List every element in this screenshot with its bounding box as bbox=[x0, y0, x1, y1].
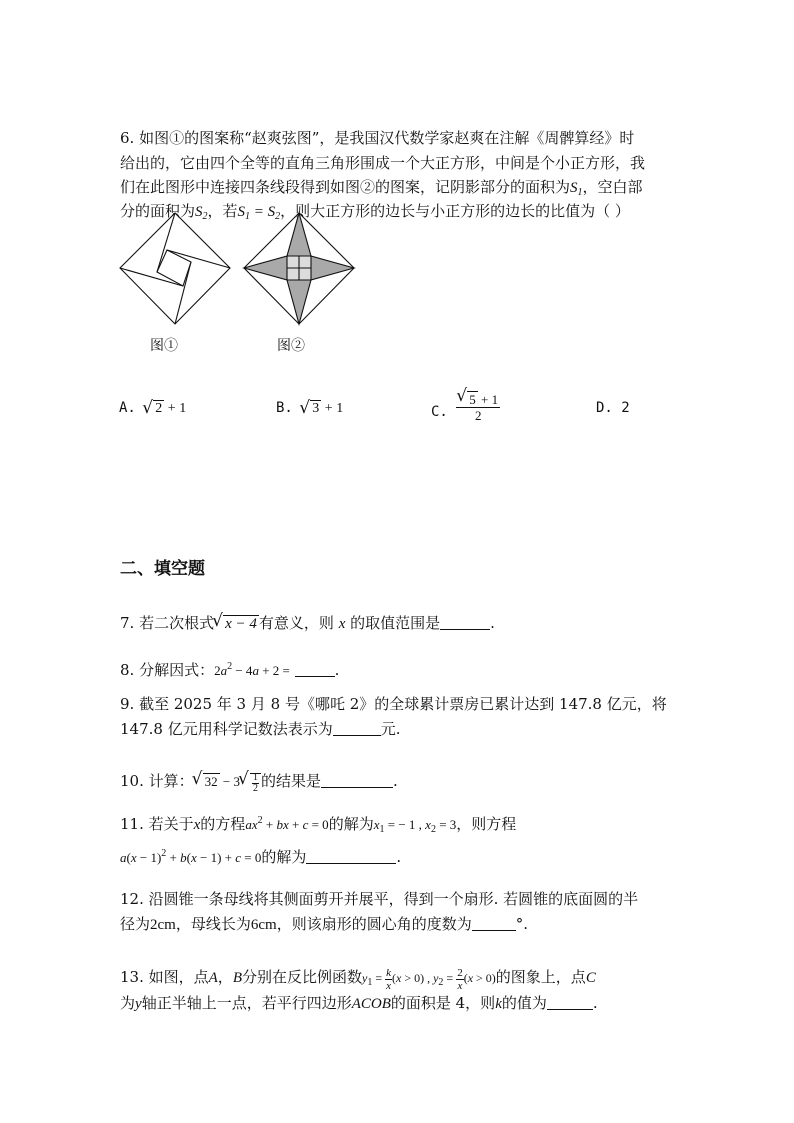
q9-text: 147.8 亿元用科学记数法表示为 bbox=[120, 720, 333, 738]
q10-answer-blank[interactable] bbox=[321, 773, 393, 788]
option-b[interactable] bbox=[276, 400, 343, 417]
q13-var-k: k bbox=[495, 996, 502, 1012]
q11-equation-2: $a(x - 1)^2 + b(x - 1) + c = 0$ bbox=[120, 848, 262, 865]
q11-text: ，则方程 bbox=[456, 815, 517, 833]
q11-text: 的方程 bbox=[200, 815, 246, 833]
q10-text: . bbox=[392, 772, 398, 790]
q9-text: 元. bbox=[380, 720, 401, 738]
q10-text: 的结果是 bbox=[260, 772, 321, 790]
math-s1-eq-s2: $S_1 = S_2$ bbox=[237, 204, 281, 222]
q6-text: ，若 bbox=[207, 202, 238, 220]
q9-line-2 bbox=[120, 719, 401, 739]
figure-2-shaded-diagram bbox=[242, 211, 356, 327]
section-title: 二、填空题 bbox=[120, 559, 205, 579]
q7-text: . bbox=[490, 614, 495, 632]
q6-text: 们在此图形中连接四条线段得到如图②的图案，记阴影部分的面积为 bbox=[120, 178, 571, 196]
option-b-value: √ 3 + 1 bbox=[301, 401, 343, 416]
q7-text: 有意义，则 bbox=[258, 614, 334, 632]
q11-var-x: x bbox=[193, 817, 201, 833]
q12-text: °. bbox=[515, 915, 528, 933]
q13-line-2 bbox=[120, 993, 598, 1014]
option-d[interactable] bbox=[596, 400, 630, 416]
q12-text: 径为 bbox=[120, 915, 151, 933]
q12-line-1: 12. 沿圆锥一条母线将其侧面剪开并展平，得到一个扇形. 若圆锥的底面圆的半 bbox=[120, 890, 639, 908]
q8-expression: $2a^2 - 4a + 2$ = bbox=[214, 661, 290, 678]
q13-text: 的面积是 4，则 bbox=[390, 994, 496, 1012]
option-a[interactable] bbox=[119, 400, 186, 417]
q8 bbox=[120, 657, 339, 681]
q13-shape-acob: ACOB bbox=[351, 996, 391, 1012]
option-a-value: √ 2 + 1 bbox=[144, 401, 186, 416]
q10-expression: √ 32 − 3 √ $\frac{1}{2}$ bbox=[194, 774, 261, 789]
q8-text: . bbox=[334, 661, 340, 679]
figure-1-zhao-shuang-diagram bbox=[118, 211, 232, 327]
option-c-value: √ $\frac{5 + 1}{2}$ bbox=[456, 392, 500, 423]
q6-line-1: 6. 如图①的图案称“赵爽弦图”，是我国汉代数学家赵爽在注解《周髀算经》时 bbox=[120, 129, 635, 147]
q6-line-2: 给出的，它由四个全等的直角三角形围成一个大正方形，中间是个小正方形，我 bbox=[120, 154, 646, 172]
q10-text: 10. 计算： bbox=[120, 772, 194, 790]
q11-equation: $ax^2$ + bx + c = 0 bbox=[245, 815, 329, 832]
figure-1-caption: 图① bbox=[150, 338, 178, 354]
option-d-label: D. bbox=[596, 400, 613, 416]
q7-answer-blank[interactable] bbox=[440, 615, 490, 630]
q13-text: 13. 如图，点 bbox=[120, 968, 209, 986]
q13-point-c: C bbox=[585, 970, 596, 986]
q11-text: 的解为 bbox=[261, 848, 307, 866]
q11-text: 的解为 bbox=[328, 815, 374, 833]
q13-answer-blank[interactable] bbox=[547, 995, 593, 1010]
q13-text: 轴正半轴上一点，若平行四边形 bbox=[141, 994, 352, 1012]
q13-line-1: 13. 如图，点A，B分别在反比例函数$y_1$ = $\frac{k}{x}$ (x > 0) , $y_2$ = $\frac{2}{x}$ (x > 0)的图象上，点C bbox=[120, 966, 596, 992]
q9-answer-blank[interactable] bbox=[333, 721, 381, 736]
q13-text: 分别在反比例函数 bbox=[241, 968, 362, 986]
q6-text: ，空白部 bbox=[582, 178, 643, 196]
q6-text: ，则大正方形的边长与小正方形的边长的比值为（ ） bbox=[280, 202, 630, 220]
q12-text: ，则该扇形的圆心角的度数为 bbox=[276, 915, 472, 933]
math-s2: $S_2$ bbox=[195, 204, 208, 222]
option-a-label: A. bbox=[119, 400, 136, 416]
figure-2-caption: 图② bbox=[277, 338, 305, 354]
q7-text: 7. 若二次根式 bbox=[120, 614, 215, 632]
q11-roots: $x_1$ = − 1 , $x_2 = 3$ bbox=[373, 817, 457, 835]
q7-var-x: x bbox=[338, 616, 346, 632]
q13-var-y: y bbox=[135, 996, 142, 1012]
q13-functions: $y_1$ = $\frac{k}{x}$ (x > 0) , $y_2$ = $\frac{2}{x}$ (x > 0) bbox=[362, 966, 496, 992]
option-d-value: 2 bbox=[621, 400, 630, 416]
q8-answer-blank[interactable] bbox=[295, 662, 335, 677]
q11-text: 11. 若关于 bbox=[120, 815, 194, 833]
q12-text: ，母线长为 bbox=[175, 915, 251, 933]
q9-line-1: 9. 截至 2025 年 3 月 8 号《哪吒 2》的全球累计票房已累计达到 147.8 亿元，将 bbox=[120, 695, 667, 713]
option-c[interactable] bbox=[431, 392, 500, 423]
q7-radical: √ x − 4 bbox=[214, 616, 259, 632]
q13-text: . bbox=[592, 994, 598, 1012]
q12-answer-blank[interactable] bbox=[472, 916, 516, 931]
option-c-label: C. bbox=[431, 404, 448, 420]
q11-line-1 bbox=[120, 811, 516, 840]
q11-text: . bbox=[396, 848, 402, 866]
q7-text: 的取值范围是 bbox=[350, 614, 441, 632]
q13-text: 为 bbox=[120, 994, 136, 1012]
q11-answer-blank[interactable] bbox=[306, 849, 396, 864]
q13-points-ab: A bbox=[208, 970, 218, 986]
q12-line-2 bbox=[120, 914, 528, 935]
q8-text: 8. 分解因式： bbox=[120, 661, 215, 679]
q12-slant-length: 6cm bbox=[250, 917, 277, 933]
q6-line-3 bbox=[120, 177, 643, 203]
option-b-label: B. bbox=[276, 400, 293, 416]
q11-line-2 bbox=[120, 844, 401, 868]
q13-text: 的图象上，点 bbox=[495, 968, 586, 986]
q10 bbox=[120, 768, 398, 795]
q13-text: 的值为 bbox=[501, 994, 547, 1012]
q12-radius: 2cm bbox=[150, 917, 176, 933]
q6-text: 分的面积为 bbox=[120, 202, 196, 220]
math-s1: $S_1$ bbox=[570, 180, 583, 198]
q7 bbox=[120, 613, 495, 634]
